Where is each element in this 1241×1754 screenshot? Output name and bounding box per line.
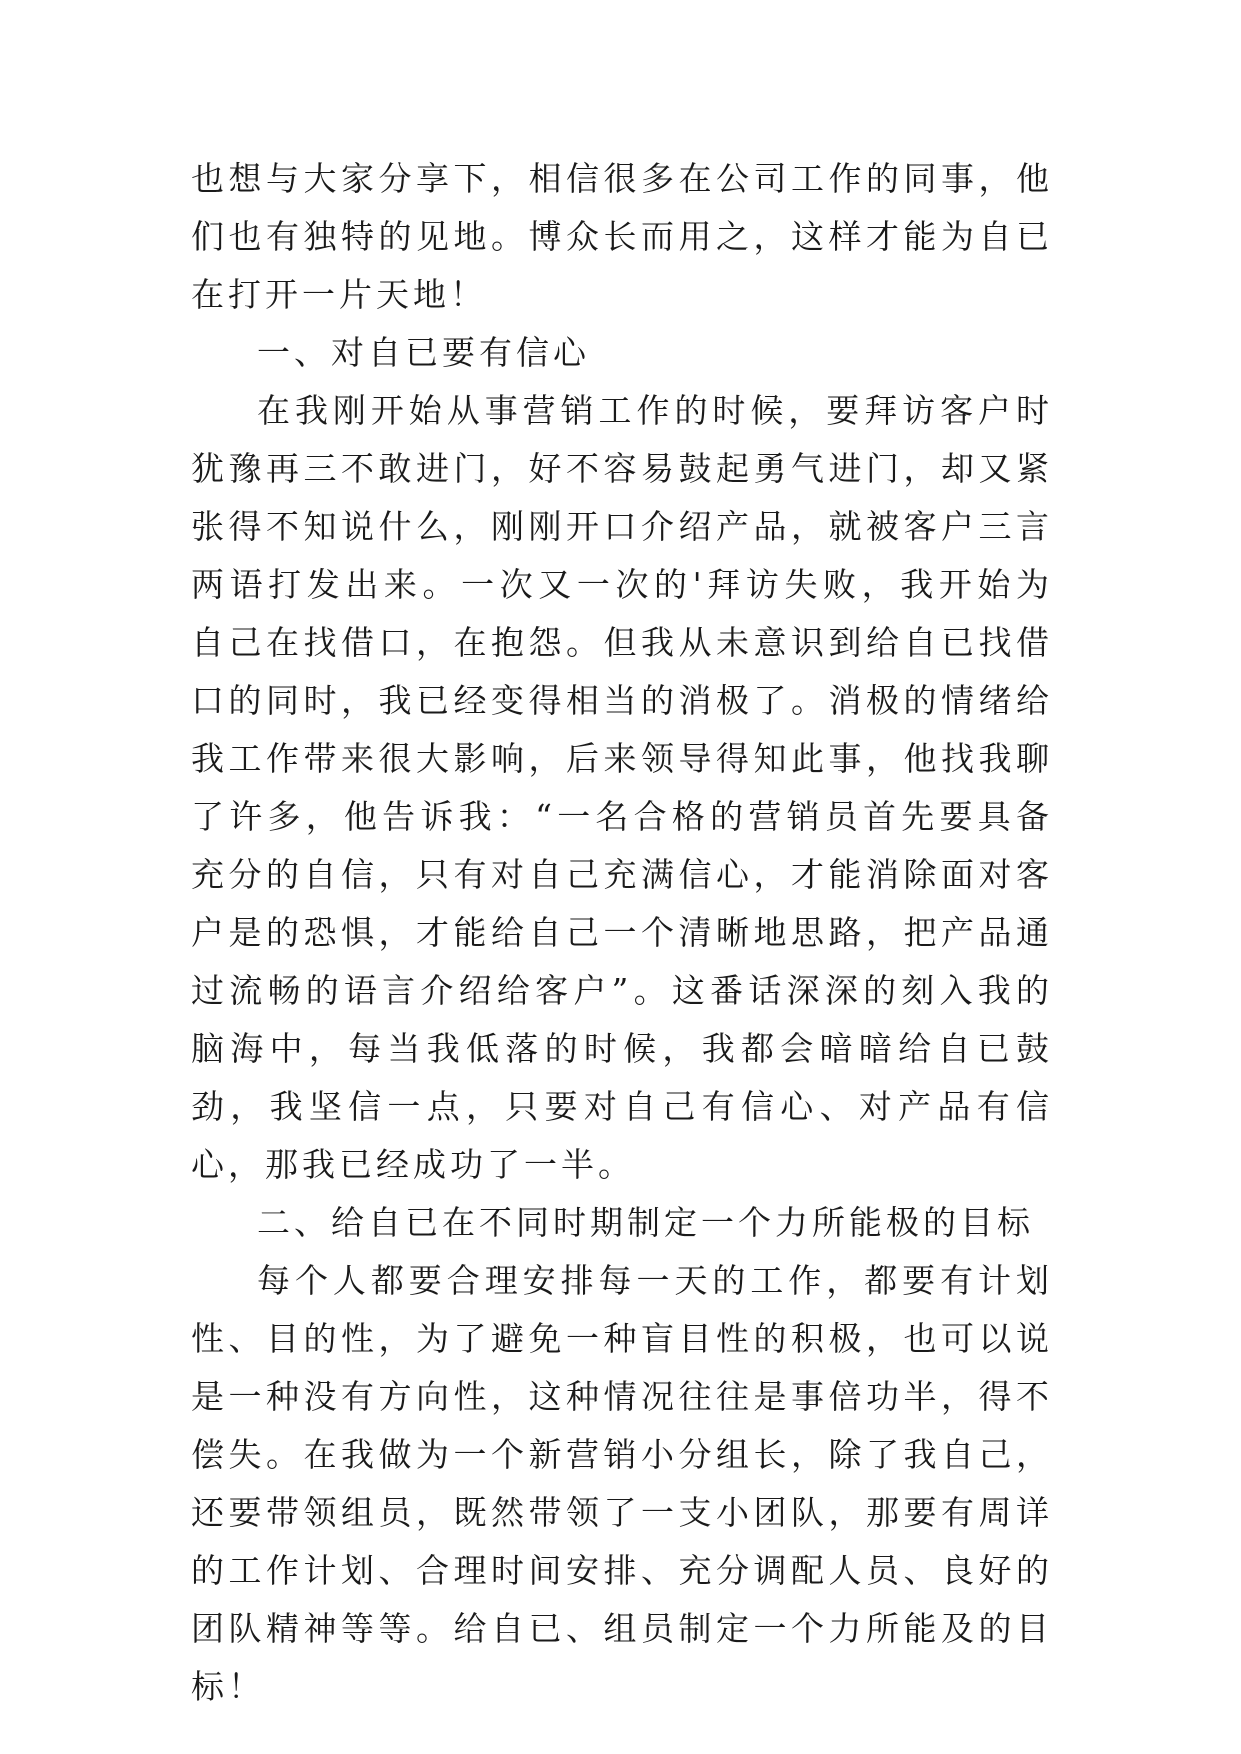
paragraph-section-2: 每个人都要合理安排每一天的工作，都要有计划性、目的性，为了避免一种盲目性的积极，也可以说是一种没有方向性，这种情况往往是事倍功半，得不偿失。在我做为一个新营销小分组长，除了我自己，还要带领组员，既然带领了一支小团队，那要有周详的工作计划、合理时间安排、充分调配人员、良好的团队精神等等。给自已、组员制定一个力所能及的目标！ (191, 1261, 1053, 1706)
paragraph-intro-continuation: 也想与大家分享下，相信很多在公司工作的同事，他们也有独特的见地。博众长而用之，这样才能为自已在打开一片天地！ (191, 159, 1053, 314)
section-heading-1: 一、对自已要有信心 (257, 333, 590, 372)
document-body (191, 150, 1053, 1716)
paragraph-section-1: 在我刚开始从事营销工作的时候，要拜访客户时犹豫再三不敢进门，好不容易鼓起勇气进门，却又紧张得不知说什么，刚刚开口介绍产品，就被客户三言两语打发出来。一次又一次的'拜访失败，我开始为自己在找借口，在抱怨。但我从未意识到给自已找借口的同时，我已经变得相当的消极了。消极的情绪给我工作带来很大影响，后来领导得知此事，他找我聊了许多，他告诉我：“一名合格的营销员首先要具备充分的自信，只有对自己充满信心，才能消除面对客户是的恐惧，才能给自己一个清晰地思路，把产品通过流畅的语言介绍给客户”。这番话深深的刻入我的脑海中，每当我低落的时候，我都会暗暗给自已鼓劲，我坚信一点，只要对自己有信心、对产品有信心，那我已经成功了一半。 (191, 391, 1053, 1184)
section-heading-2: 二、给自已在不同时期制定一个力所能极的目标 (257, 1203, 1034, 1242)
